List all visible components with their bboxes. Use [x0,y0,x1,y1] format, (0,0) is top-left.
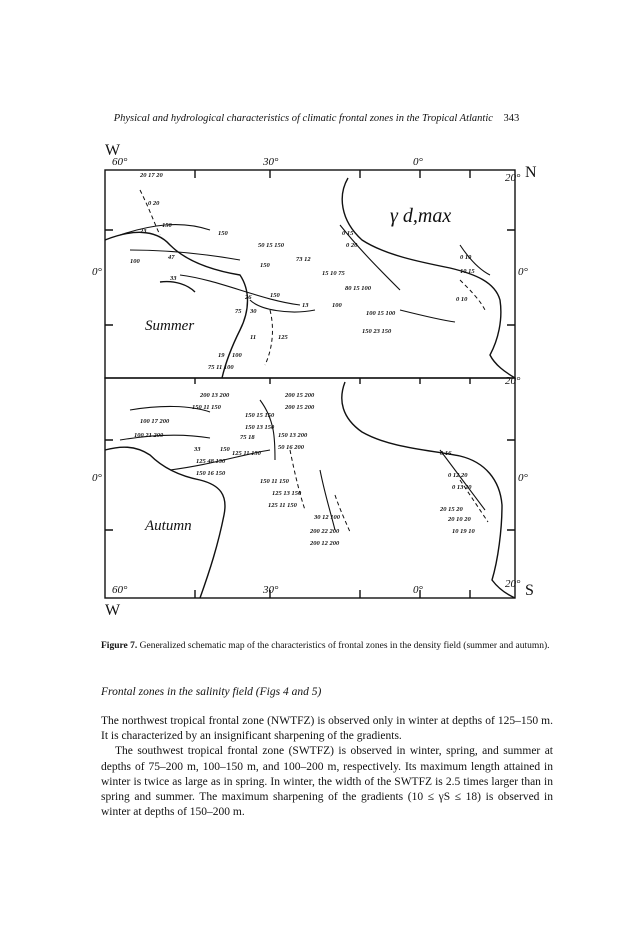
coastline-americas-summer [105,232,248,378]
isoline-label: 0 16 [440,450,452,457]
isoline-label: 47 [168,254,175,261]
isoline-label: 150 15 150 [245,412,275,419]
isoline-label: 20 10 20 [448,516,471,523]
isoline-label: 125 11 150 [268,502,297,509]
isoline-autumn-6 [320,470,335,530]
isoline-label: 13 [302,302,309,309]
isoline-label: 15 10 75 [322,270,345,277]
corner-label-top-right: N [525,164,537,181]
isoline-label: 125 [278,334,288,341]
isoline-label: 20 17 20 [140,172,163,179]
isoline-label: 26 [245,294,252,301]
isoline-label: 150 [162,222,172,229]
isoline-label: 100 [332,302,342,309]
summer-panel-frame [105,170,515,378]
isoline-label: 200 22 200 [310,528,340,535]
coastline-africa-autumn [342,382,515,598]
isoline-label: 0 15 [342,230,354,237]
isoline-label: 200 15 200 [285,392,315,399]
isoline-label: 0 10 [456,296,468,303]
isoline-label: 23 [140,228,147,235]
isoline-label: 75 18 [240,434,255,441]
bottom-lon-label: 30° [263,584,279,596]
top-lon-label: 60° [112,156,128,168]
isoline-label: 150 13 200 [278,432,308,439]
isoline-label: 150 13 150 [245,424,275,431]
isoline-autumn-5 [440,450,485,510]
paragraph: The northwest tropical frontal zone (NWTFZ) is observed only in winter at depths of 125–150 m. It is characterized by an insignificant sharpening of the gradients. [101,715,553,743]
isoline-summer-2 [130,250,240,260]
isoline-label: 0 10 [460,254,472,261]
top-lon-label: 30° [263,156,279,168]
isoline-label: 10 19 10 [452,528,475,535]
caption-label: Figure 7. [101,641,138,651]
isoline-label: 0 20 [148,200,160,207]
isoline-label: 125 13 150 [272,490,302,497]
isoline-label: 11 [250,334,257,341]
season-label-autumn: Autumn [145,518,192,534]
isoline-label: 50 15 150 [258,242,284,249]
isoline-label: 19 [218,352,225,359]
isoline-label: 150 [270,292,280,299]
figure-map [92,142,550,620]
corner-label-bottom-right: S [525,582,534,599]
isoline-label: 100 15 100 [366,310,396,317]
isoline-summer-3 [180,275,300,305]
bottom-lon-label: 0° [413,584,423,596]
isoline-label: 75 11 100 [208,364,234,371]
right-lat-label: 20° [505,172,521,184]
corner-label-bottom-left: W [105,602,121,619]
section-heading: Frontal zones in the salinity field (Figs 4 and 5) [101,686,322,698]
figure-caption [101,639,553,654]
top-lon-label: 0° [413,156,423,168]
body-text [101,714,553,820]
isoline-label: 200 12 200 [310,540,340,547]
map-drawing [100,150,550,620]
paragraph: The southwest tropical frontal zone (SWTFZ) is observed in winter, spring, and summer at depths of 75–200 m, 100–150 m, and 100–200 m, respectively. Its maximum length attained in winter is twice as large as in spring. In winter, the width of the SWTFZ is 2.5 times larger than in spring and summer. The maximum sharpening of the gradients (10 ≤ γS ≤ 18) is observed in winter at depths of 150–200 m. [101,745,553,819]
isoline-label: 100 [130,258,140,265]
isoline-label: 50 16 200 [278,444,304,451]
right-lat-label: 0° [518,472,528,484]
isoline-label: 100 21 200 [134,432,164,439]
right-lat-label: 0° [518,266,528,278]
isoline-label: 200 15 200 [285,404,315,411]
isoline-label: 73 12 [296,256,311,263]
isoline-label: 33 [170,275,177,282]
isoline-label: 30 [250,308,257,315]
corner-label-top-left: W [105,142,121,159]
coastline-caribbean-summer [160,282,195,292]
isoline-label: 150 16 150 [196,470,226,477]
left-lat-label: 0° [92,266,102,278]
isoline-label: 75 [235,308,242,315]
running-header [0,113,633,124]
isoline-label: 0 13 20 [452,484,472,491]
left-lat-label: 0° [92,472,102,484]
isoline-label: 30 12 100 [314,514,340,521]
isoline-label: 0 12 20 [448,472,468,479]
isoline-dashed-autumn-1 [290,450,305,510]
isoline-summer-6 [400,310,455,322]
isoline-label: 33 [194,446,201,453]
isoline-label: 100 [232,352,242,359]
isoline-label: 150 [218,230,228,237]
isoline-label: 0 20 [346,242,358,249]
isoline-label: 150 23 150 [362,328,392,335]
page-number: 343 [503,113,520,124]
isoline-label: 150 11 150 [260,478,289,485]
isoline-label: 150 11 150 [192,404,221,411]
isoline-label: 200 13 200 [200,392,230,399]
bottom-lon-label: 60° [112,584,128,596]
isoline-dashed-summer-3 [460,280,485,310]
right-lat-label: 20° [505,375,521,387]
season-label-summer: Summer [145,318,195,334]
isoline-label: 150 [260,262,270,269]
isoline-label: 125 11 150 [232,450,261,457]
isoline-label: 125 48 150 [196,458,226,465]
isoline-label: 80 15 100 [345,285,371,292]
isoline-label: 150 [220,446,230,453]
right-lat-label: 20° [505,578,521,590]
isoline-label: 10 15 [460,268,475,275]
caption-text: Generalized schematic map of the characteristics of frontal zones in the density field (summer and autumn). [139,641,550,651]
isoline-label: 20 15 20 [440,506,463,513]
isoline-label: 100 17 200 [140,418,170,425]
isoline-dashed-summer-2 [265,310,272,365]
gradient-symbol: γ d,max [390,205,452,227]
running-title: Physical and hydrological characteristics of climatic frontal zones in the Tropical Atlantic [113,113,493,124]
